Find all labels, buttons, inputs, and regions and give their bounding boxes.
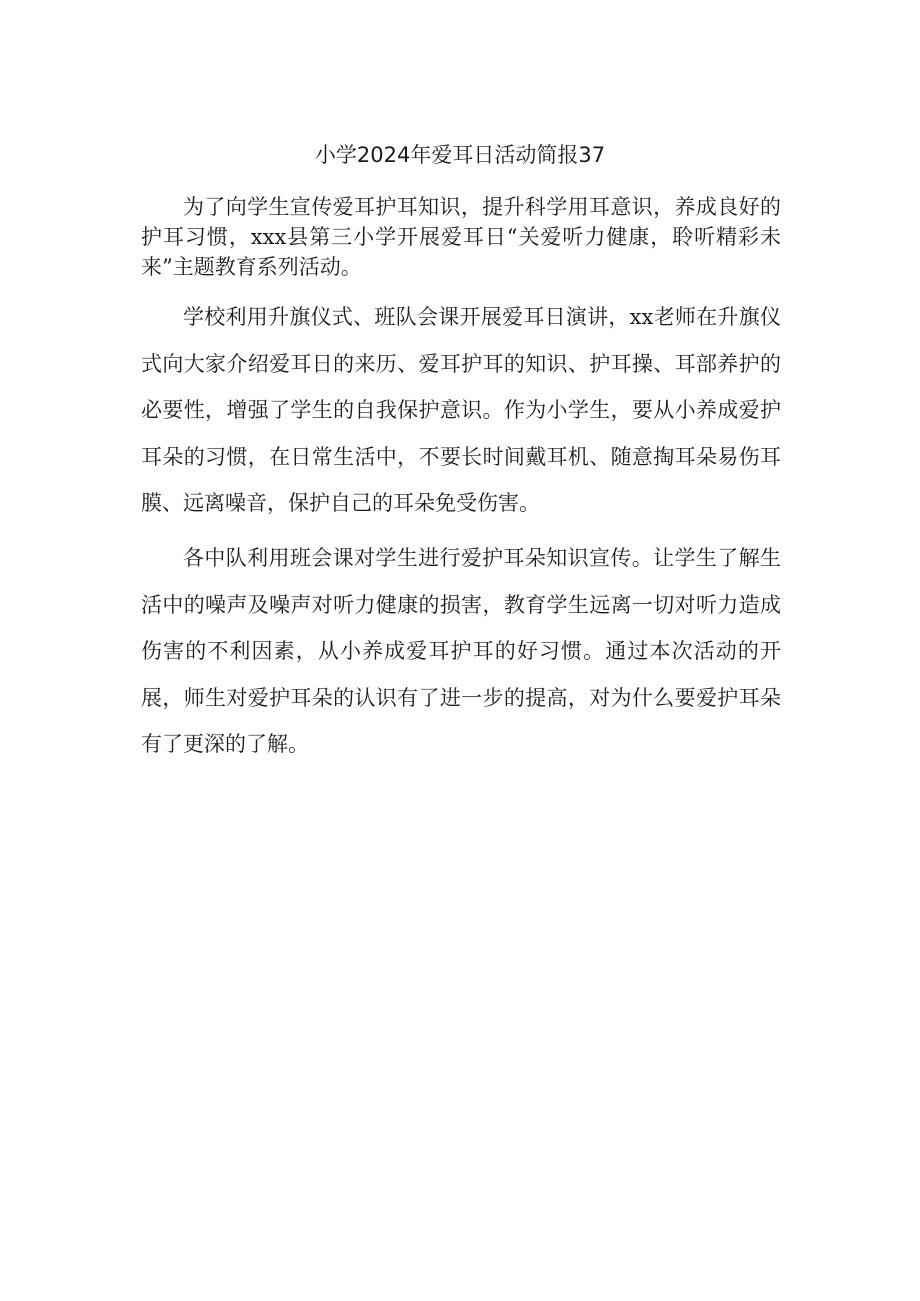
paragraph-flag-ceremony: 学校利用升旗仪式、班队会课开展爱耳日演讲，xx老师在升旗仪式向大家介绍爱耳日的来历、爱耳护耳的知识、护耳操、耳部养护的必要性，增强了学生的自我保护意识。作为小学生，要从小养成爱护耳朵的习惯，在日常生活中，不要长时间戴耳机、随意掏耳朵易伤耳膜、远离噪音，保护自己的耳朵免受伤害。 [141, 305, 781, 515]
document-title: 小学2024年爱耳日活动简报37 [314, 143, 606, 167]
paragraph-class-meeting: 各中队利用班会课对学生进行爱护耳朵知识宣传。让学生了解生活中的噪声及噪声对听力健康的损害，教育学生远离一切对听力造成伤害的不利因素，从小养成爱耳护耳的好习惯。通过本次活动的开展，师生对爱护耳朵的认识有了进一步的提高，对为什么要爱护耳朵有了更深的了解。 [141, 546, 781, 756]
paragraph-intro: 为了向学生宣传爱耳护耳知识，提升科学用耳意识，养成良好的护耳习惯，xxx县第三小学开展爱耳日“关爱听力健康，聆听精彩未来”主题教育系列活动。 [141, 195, 781, 279]
